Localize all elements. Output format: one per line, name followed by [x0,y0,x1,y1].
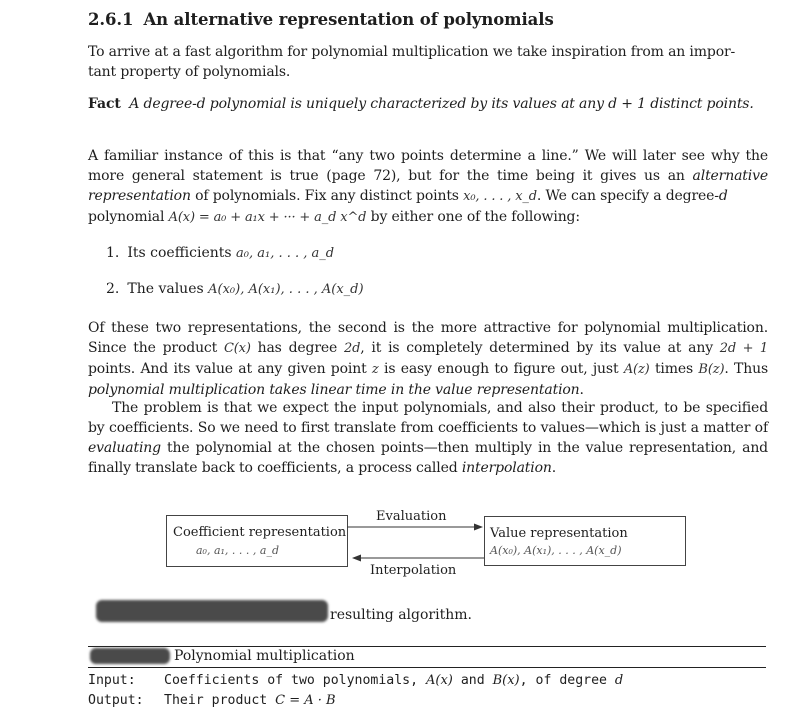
problem-paragraph: The problem is that we expect the input polynomials, and also their product, to be specified by coefficients. So we need to first translate from coefficients to values—which is just a matter of evaluating the polynomial at the chosen points—then multiply in the value representation, and finally translate back to coefficients, a process called interpolation. [88,400,768,476]
evaluation-arrow [347,524,483,531]
intro-line-1: To arrive at a fast algorithm for polynomial multiplication we take inspiration from an impor- [88,44,736,60]
representations-paragraph: Of these two representations, the second is the more attractive for polynomial multiplication. Since the product C(x) has degree 2d, it is completely determined by its value at any 2d + 1 points. And its value at any given point z is easy enough to figure out, just A(z) times B(z). Thus polynomial multiplication takes linear time in the value representation. [88,320,769,398]
redacted-algorithm-label [90,648,170,664]
value-representation-title: Value representation [490,526,628,541]
list-item-1: 1. Its coefficients a₀, a₁, . . . , a_d [106,245,335,261]
algorithm-output-line: Output: Their product C = A · B [88,693,336,708]
list-item-2: 2. The values A(x₀), A(x₁), . . . , A(x_d) [106,281,364,297]
interpolation-arrow [352,555,484,562]
algorithm-bottom-rule [88,667,766,668]
value-representation-sub: A(x₀), A(x₁), . . . , A(x_d) [490,544,622,557]
redacted-region [96,600,328,622]
algorithm-input-line: Input: Coefficients of two polynomials, A(x) and B(x), of degree d [88,673,624,688]
evaluating-emph: evaluating [88,440,161,456]
coefficient-representation-title: Coefficient representation [173,525,347,540]
section-title: An alternative representation of polynomials [143,10,554,29]
evaluation-label: Evaluation [376,509,447,524]
resulting-algorithm-text: resulting algorithm. [330,607,472,623]
coefficient-representation-sub: a₀, a₁, . . . , a_d [196,544,279,557]
fact-paragraph: Fact A degree-d polynomial is uniquely characterized by its values at any d + 1 distinct points. [88,96,754,112]
polynomial-formula: A(x) = a₀ + a₁x + ··· + a_d x^d [168,210,367,225]
fact-label: Fact [88,96,121,112]
familiar-instance-paragraph: A familiar instance of this is that “any two points determine a line.” We will later see why the more general statement is true (page 72), but for the time being it gives us an alternative representation of polynomials. Fix any distinct points x₀, . . . , x_d. We can specify a degree-d polynomial A(x) = a₀ + a₁x + ··· + a_d x^d by either one of the following: [88,148,768,225]
interpolation-label: Interpolation [370,563,457,578]
linear-time-emph: polynomial multiplication takes linear time in the value representation [88,382,580,398]
algorithm-name: Polynomial multiplication [174,648,355,664]
intro-line-2: tant property of polynomials. [88,64,291,80]
section-number: 2.6.1 [88,10,134,29]
alternative-representation-emph: alternative representation [88,168,768,204]
interpolation-emph: interpolation [461,460,552,476]
algorithm-top-rule [88,646,766,647]
